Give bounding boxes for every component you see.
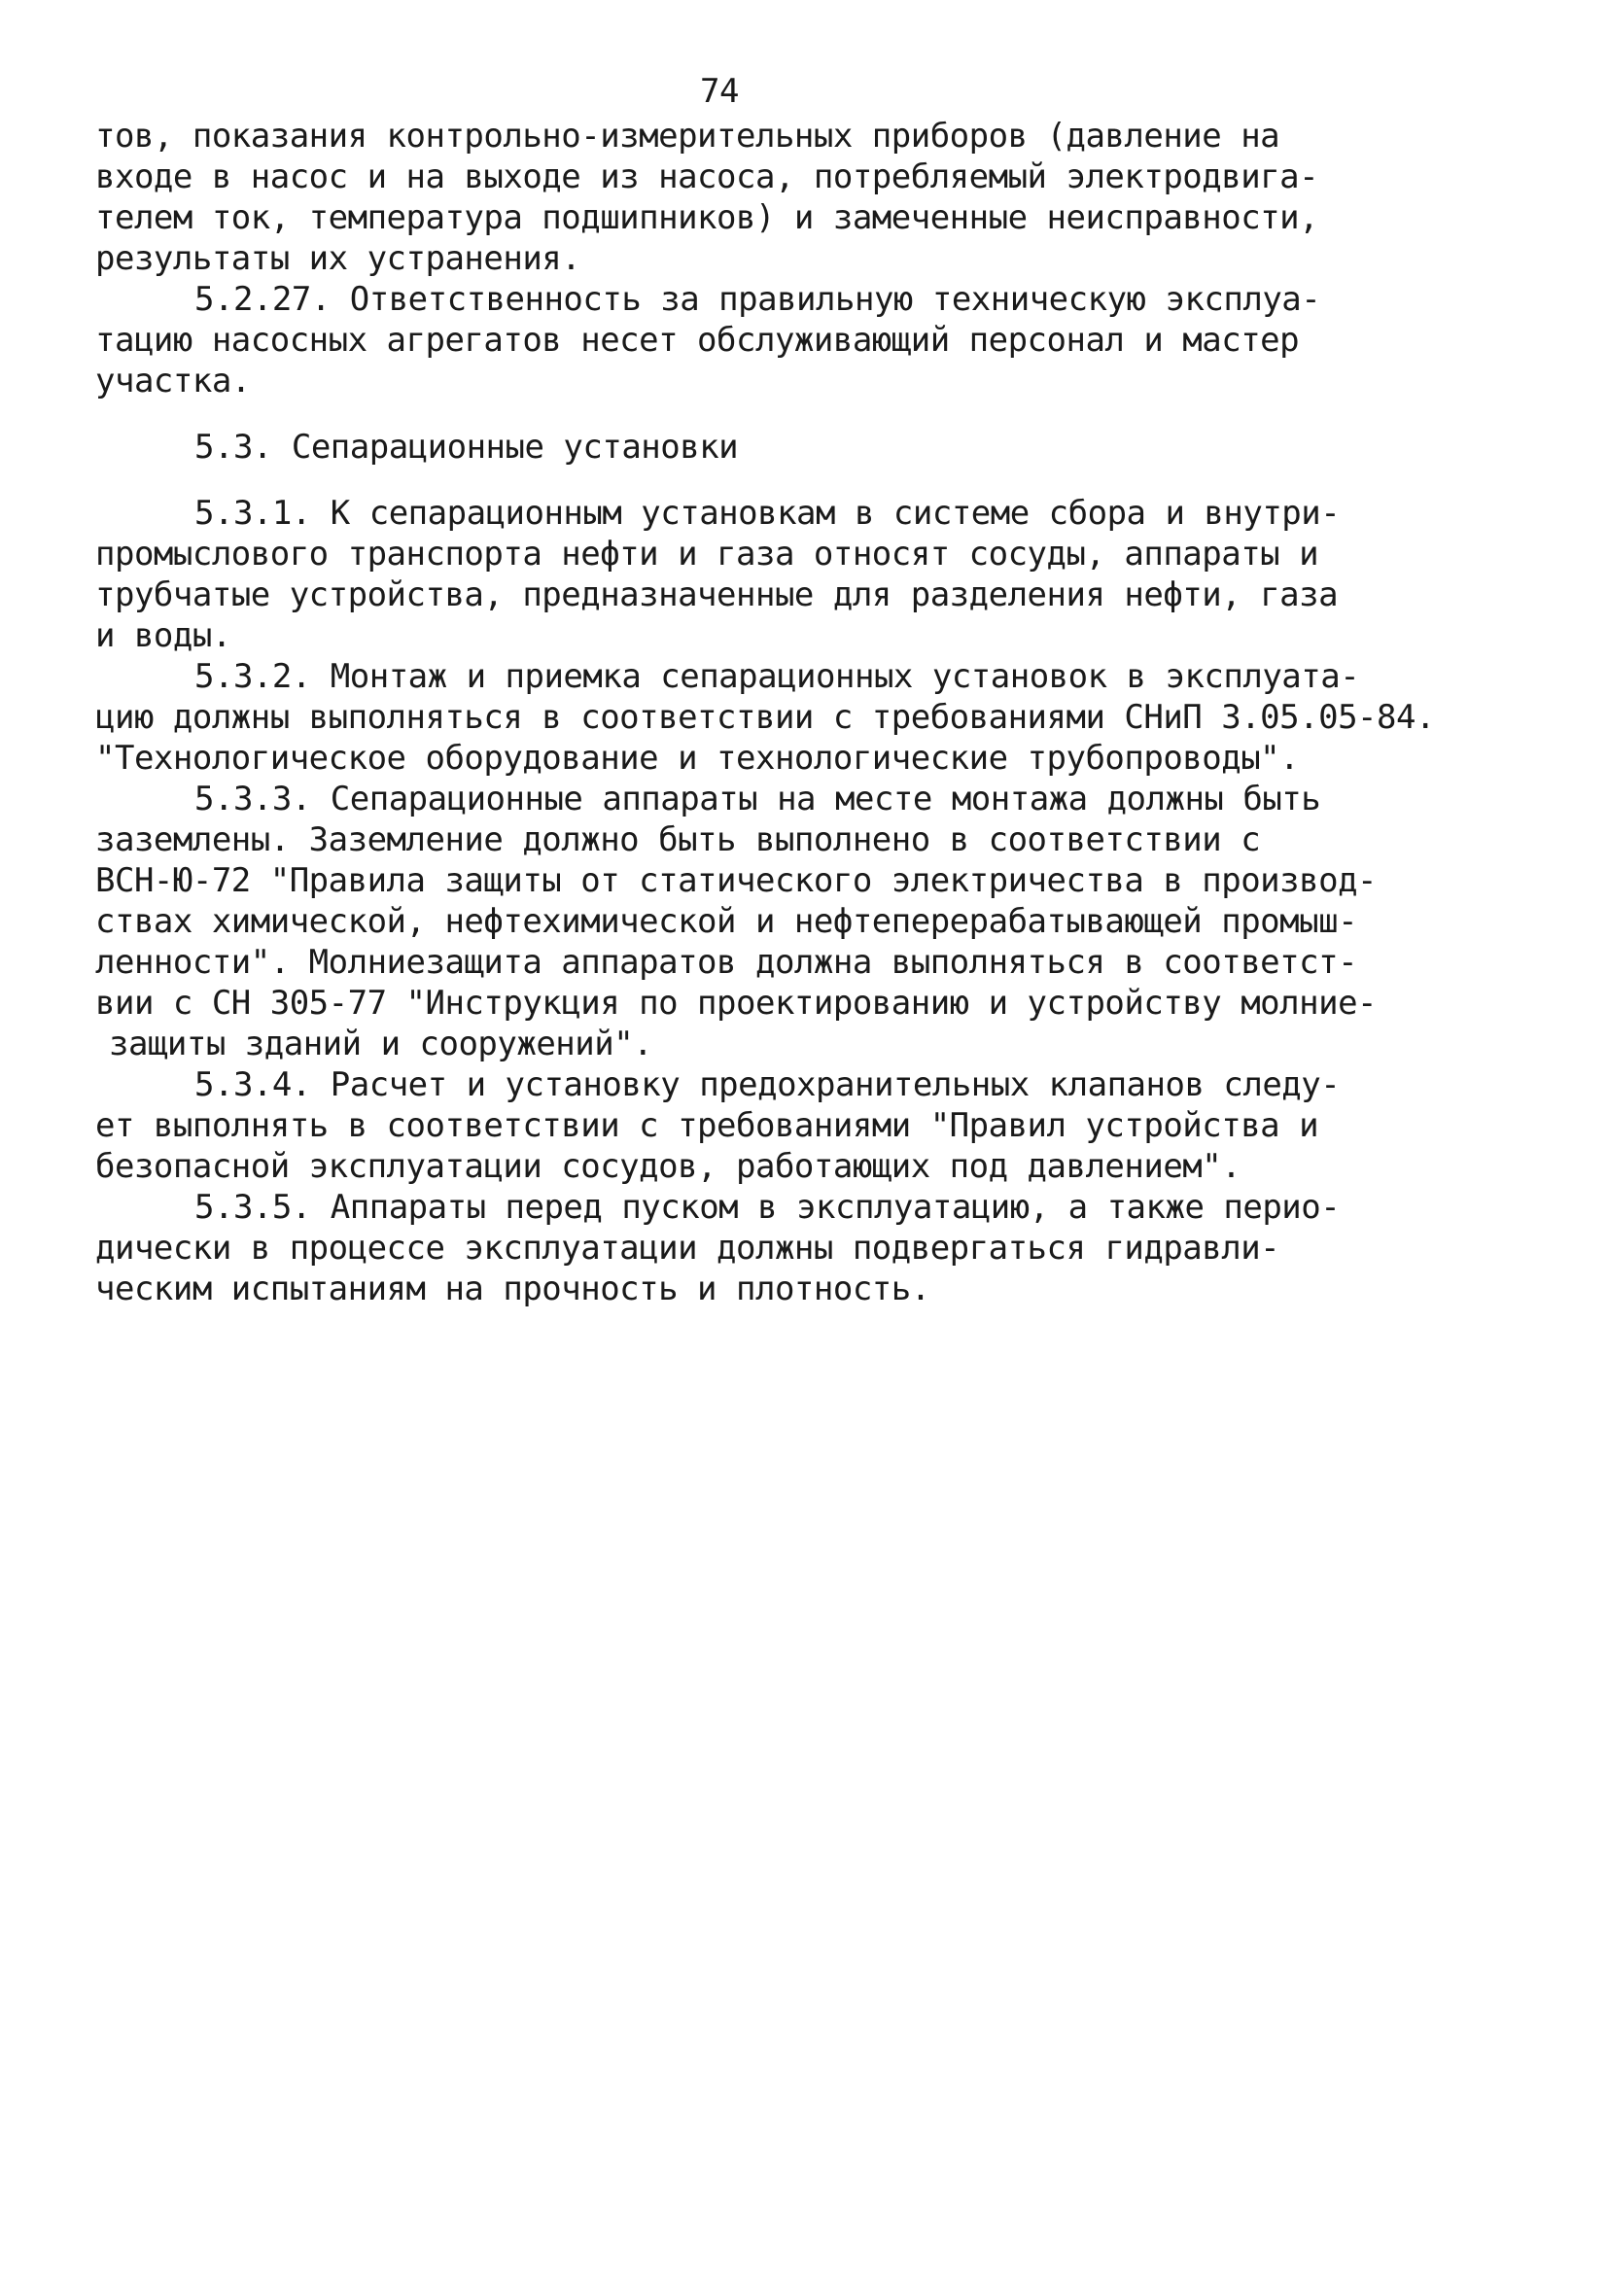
text-line: участка.	[95, 362, 251, 400]
text-line: заземлены. Заземление должно быть выполнено в соответствии с	[95, 820, 1261, 859]
text-line: и воды.	[95, 616, 231, 655]
text-line: вии с СН 305-77 "Инструкция по проектированию и устройству молние-	[95, 984, 1378, 1023]
text-line: ВСН-Ю-72 "Правила защиты от статического электричества в производ-	[95, 861, 1378, 900]
text-line: 5.3.2. Монтаж и приемка сепарационных установок в эксплуата-	[194, 657, 1360, 696]
text-line: ствах химической, нефтехимической и нефтеперерабатывающей промыш-	[95, 902, 1358, 941]
text-line: ленности". Молниезащита аппаратов должна выполняться в соответст-	[95, 943, 1358, 982]
text-line: цию должны выполняться в соответствии с требованиями СНиП 3.05.05-84.	[95, 698, 1435, 737]
text-line: защиты зданий и сооружений".	[109, 1025, 653, 1063]
text-line: 5.2.27. Ответственность за правильную техническую эксплуа-	[194, 280, 1321, 319]
text-line: трубчатые устройства, предназначенные для разделения нефти, газа	[95, 575, 1339, 614]
text-line: ет выполнять в соответствии с требованиями "Правил устройства и	[95, 1106, 1319, 1145]
text-line: результаты их устранения.	[95, 239, 581, 278]
text-line: 5.3.4. Расчет и установку предохранительных клапанов следу-	[194, 1065, 1341, 1104]
text-line: 5.3.1. К сепарационным установкам в системе сбора и внутри-	[194, 494, 1341, 533]
text-line: ческим испытаниям на прочность и плотность.	[95, 1270, 930, 1308]
text-line: "Технологическое оборудование и технологические трубопроводы".	[95, 739, 1300, 778]
page-number: 74	[700, 72, 739, 111]
text-line: безопасной эксплуатации сосудов, работающих под давлением".	[95, 1147, 1241, 1186]
text-line: тацию насосных агрегатов несет обслуживающий персонал и мастер	[95, 321, 1300, 360]
text-line: 5.3.3. Сепарационные аппараты на месте монтажа должны быть	[194, 780, 1321, 818]
text-line: дически в процессе эксплуатации должны подвергаться гидравли-	[95, 1229, 1280, 1268]
text-line: промыслового транспорта нефти и газа относят сосуды, аппараты и	[95, 535, 1319, 574]
text-line: телем ток, температура подшипников) и замеченные неисправности,	[95, 198, 1319, 237]
text-line: входе в насос и на выходе из насоса, потребляемый электродвига-	[95, 157, 1319, 196]
text-line: тов, показания контрольно-измерительных приборов (давление на	[95, 117, 1280, 156]
section-heading: 5.3. Сепарационные установки	[194, 428, 739, 467]
text-line: 5.3.5. Аппараты перед пуском в эксплуатацию, а также перио-	[194, 1188, 1341, 1227]
